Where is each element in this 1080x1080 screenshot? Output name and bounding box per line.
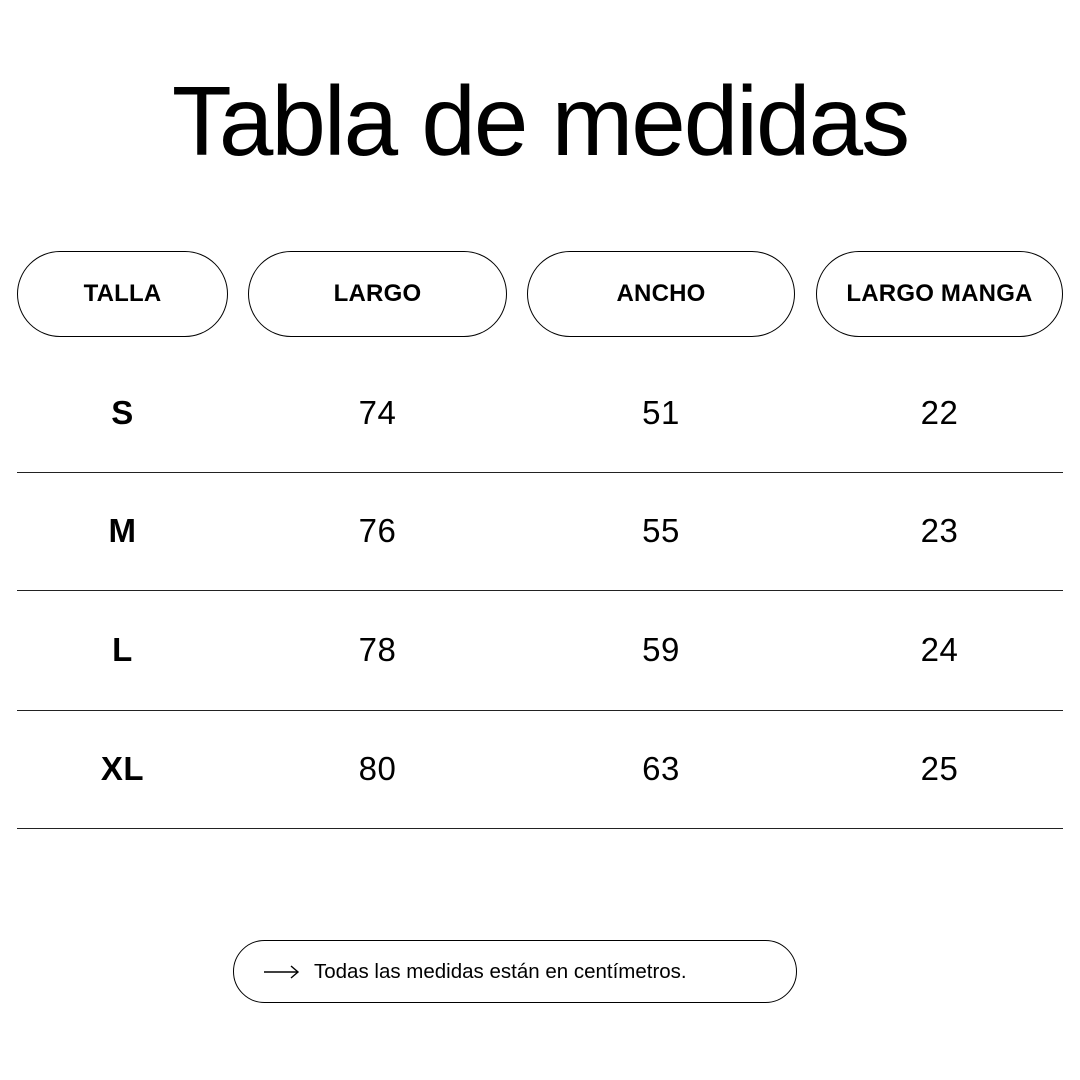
table-row <box>17 472 1063 590</box>
size-cell: S <box>111 394 134 431</box>
ancho-cell: 51 <box>642 394 680 431</box>
largo-cell: 78 <box>358 631 397 668</box>
header-ancho: ANCHO <box>527 251 795 337</box>
table-row <box>17 354 1063 472</box>
largo-cell: 76 <box>358 512 397 549</box>
size-cell: M <box>108 512 137 549</box>
manga-cell: 24 <box>920 631 959 668</box>
page-title: Tabla de medidas <box>171 66 909 176</box>
largo-cell: 74 <box>358 394 397 431</box>
ancho-cell: 63 <box>642 750 680 787</box>
size-cell: XL <box>100 750 145 787</box>
largo-cell: 80 <box>358 750 397 787</box>
ancho-cell: 55 <box>642 512 680 549</box>
header-talla: TALLA <box>17 251 228 337</box>
row-divider <box>17 828 1063 829</box>
units-note-text: Todas las medidas están en centímetros. <box>314 959 687 983</box>
header-largo-manga: LARGO MANGA <box>816 251 1063 337</box>
units-note <box>233 940 797 1003</box>
manga-cell: 25 <box>920 750 959 787</box>
manga-cell: 23 <box>920 512 959 549</box>
table-row <box>17 591 1063 709</box>
table-row <box>17 710 1063 828</box>
arrow-right-icon <box>264 965 300 979</box>
ancho-cell: 59 <box>642 631 680 668</box>
header-largo: LARGO <box>248 251 507 337</box>
manga-cell: 22 <box>920 394 959 431</box>
size-cell: L <box>112 631 133 668</box>
